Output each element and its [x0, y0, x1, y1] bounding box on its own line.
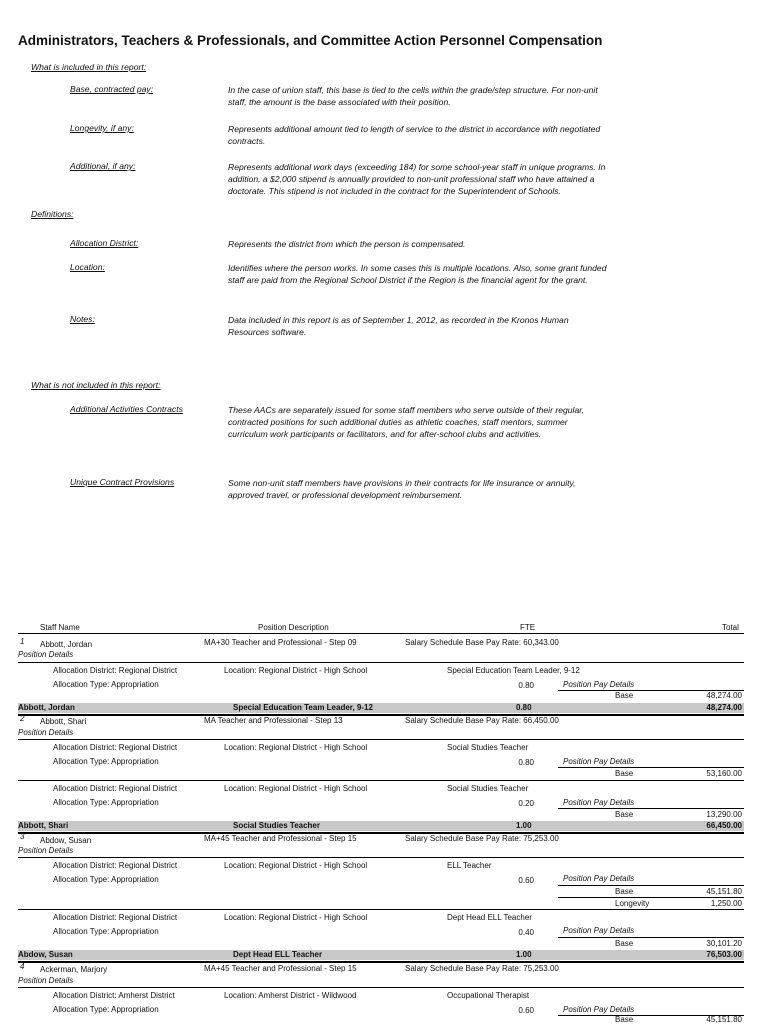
pay-amount: 13,290.00 [706, 810, 742, 819]
pay-label: Base [615, 769, 634, 778]
staff-number: 2 [20, 714, 25, 723]
position-pay-details-label: Position Pay Details [563, 798, 635, 807]
pay-amount: 48,274.00 [706, 691, 742, 700]
position-pay-details-label: Position Pay Details [563, 757, 635, 766]
included-heading: What is included in this report: [31, 62, 147, 72]
position-description: MA+30 Teacher and Professional - Step 09 [204, 638, 357, 647]
allocation-role: Social Studies Teacher [447, 743, 529, 752]
row-rule [18, 857, 744, 858]
position-description: MA+45 Teacher and Professional - Step 15 [204, 834, 357, 843]
term-additional: Additional, if any: [70, 161, 136, 171]
staff-name: Abbott, Jordan [40, 640, 93, 649]
desc-location: Identifies where the person works. In some cases this is multiple locations. Also, some grant funded staff are paid from the Regional School District if the Region is the financial agent for the grant. [228, 263, 607, 285]
position-description: MA+45 Teacher and Professional - Step 15 [204, 964, 357, 973]
row-rule [18, 739, 744, 740]
allocation-fte: 0.20 [518, 799, 534, 808]
summary-role: Social Studies Teacher [233, 821, 320, 830]
allocation-fte: 0.60 [518, 876, 534, 885]
staff-number: 3 [20, 832, 25, 841]
position-pay-details-label: Position Pay Details [563, 1005, 635, 1014]
salary-rate: Salary Schedule Base Pay Rate: 75,253.00 [405, 834, 559, 843]
header-position-description: Position Description [258, 623, 329, 632]
staff-summary-row [18, 821, 744, 831]
staff-name: Abdow, Susan [40, 836, 92, 845]
header-rule [18, 633, 744, 634]
summary-total: 66,450.00 [706, 821, 742, 830]
staff-number: 4 [20, 962, 25, 971]
not-included-heading: What is not included in this report: [31, 380, 161, 390]
allocation-role: Social Studies Teacher [447, 784, 529, 793]
desc-unique-contract: Some non-unit staff members have provisions in their contracts for life insurance or annuity, approved travel, or professional development reimbursement. [228, 478, 576, 500]
allocation-district: Allocation District: Regional District [53, 743, 178, 752]
row-rule [18, 662, 744, 663]
record-rule [18, 714, 744, 716]
pay-label: Longevity [615, 899, 650, 908]
pay-label: Base [615, 810, 634, 819]
term-allocation-district: Allocation District: [70, 238, 139, 248]
header-fte: FTE [520, 623, 536, 632]
salary-rate: Salary Schedule Base Pay Rate: 75,253.00 [405, 964, 559, 973]
allocation-location: Location: Regional District - High School [224, 784, 368, 793]
summary-name: Abbott, Shari [18, 821, 69, 830]
pay-rule [558, 897, 744, 898]
term-unique-contract: Unique Contract Provisions [70, 477, 175, 487]
allocation-district: Allocation District: Regional District [53, 784, 178, 793]
summary-role: Special Education Team Leader, 9-12 [233, 703, 373, 712]
term-base-pay: Base, contracted pay: [70, 84, 154, 94]
allocation-role: ELL Teacher [447, 861, 492, 870]
allocation-type: Allocation Type: Appropriation [53, 680, 159, 689]
position-details-label: Position Details [18, 650, 74, 659]
term-aac: Additional Activities Contracts [70, 404, 183, 414]
allocation-role: Dept Head ELL Teacher [447, 913, 532, 922]
allocation-type: Allocation Type: Appropriation [53, 927, 159, 936]
position-pay-details-label: Position Pay Details [563, 680, 635, 689]
desc-longevity: Represents additional amount tied to length of service to the district in accordance with negotiated contracts. [228, 124, 601, 146]
staff-summary-row [18, 703, 744, 713]
staff-summary-row [18, 950, 744, 960]
allocation-role: Occupational Therapist [447, 991, 530, 1000]
allocation-district: Allocation District: Amherst District [53, 991, 175, 1000]
staff-number: 1 [20, 637, 25, 646]
summary-total: 76,503.00 [706, 950, 742, 959]
salary-rate: Salary Schedule Base Pay Rate: 66,450.00 [405, 716, 559, 725]
pay-rule [558, 808, 744, 809]
staff-name: Ackerman, Marjory [40, 965, 108, 974]
allocation-district: Allocation District: Regional District [53, 861, 178, 870]
allocation-location: Location: Regional District - High School [224, 861, 368, 870]
summary-fte: 0.80 [516, 703, 532, 712]
desc-aac: These AACs are separately issued for some staff members who serve outside of their regular, contracted positions for such additional duties as athletic coaches, staff mentors, summer curriculum work participants or facilitators, and for after-school clubs and activities. [228, 405, 585, 439]
allocation-location: Location: Amherst District - Wildwood [224, 991, 357, 1000]
allocation-fte: 0.60 [518, 1006, 534, 1015]
allocation-fte: 0.80 [518, 681, 534, 690]
pay-amount: 45,151.80 [706, 887, 742, 896]
pay-label: Base [615, 939, 634, 948]
pay-label: Base [615, 1015, 634, 1024]
pay-amount: 53,160.00 [706, 769, 742, 778]
desc-base-pay: In the case of union staff, this base is tied to the cells within the grade/step structure. For non-unit staff, the amount is the base associated with their position. [228, 85, 598, 107]
definitions-heading: Definitions: [31, 209, 74, 219]
allocation-role: Special Education Team Leader, 9-12 [447, 666, 580, 675]
position-details-label: Position Details [18, 846, 74, 855]
staff-name: Abbott, Shari [40, 717, 87, 726]
desc-allocation-district: Represents the district from which the person is compensated. [228, 239, 466, 249]
allocation-location: Location: Regional District - High School [224, 666, 368, 675]
pay-amount: 1,250.00 [710, 899, 742, 908]
report-title: Administrators, Teachers & Professionals, and Committee Action Personnel Compensation [18, 33, 603, 48]
pay-label: Base [615, 691, 634, 700]
position-details-label: Position Details [18, 728, 74, 737]
salary-rate: Salary Schedule Base Pay Rate: 60,343.00 [405, 638, 559, 647]
record-rule [18, 961, 744, 963]
row-rule [18, 780, 744, 781]
row-rule [18, 987, 744, 988]
record-rule [18, 832, 744, 834]
summary-name: Abdow, Susan [18, 950, 73, 959]
allocation-type: Allocation Type: Appropriation [53, 798, 159, 807]
summary-fte: 1.00 [516, 950, 532, 959]
pay-amount: 45,151.80 [706, 1015, 742, 1024]
term-location: Location: [70, 262, 105, 272]
allocation-location: Location: Regional District - High School [224, 913, 368, 922]
pay-rule [558, 937, 744, 938]
allocation-fte: 0.80 [518, 758, 534, 767]
allocation-district: Allocation District: Regional District [53, 913, 178, 922]
allocation-type: Allocation Type: Appropriation [53, 875, 159, 884]
allocation-district: Allocation District: Regional District [53, 666, 178, 675]
row-rule [18, 909, 744, 910]
term-notes: Notes: [70, 314, 95, 324]
header-staff-name: Staff Name [40, 623, 80, 632]
pay-label: Base [615, 887, 634, 896]
pay-rule [558, 885, 744, 886]
allocation-location: Location: Regional District - High School [224, 743, 368, 752]
position-pay-details-label: Position Pay Details [563, 874, 635, 883]
desc-notes: Data included in this report is as of September 1, 2012, as recorded in the Kronos Human Resources software. [228, 315, 569, 337]
allocation-type: Allocation Type: Appropriation [53, 757, 159, 766]
term-longevity: Longevity, if any: [70, 123, 134, 133]
allocation-type: Allocation Type: Appropriation [53, 1005, 159, 1014]
position-pay-details-label: Position Pay Details [563, 926, 635, 935]
desc-additional: Represents additional work days (exceeding 184) for some school-year staff in unique programs. In addition, a $2,000 stipend is annually provided to non-unit professional staff who have attained a doctorate. This stipend is not included in the contract for the Superintendent of Schools. [228, 162, 606, 196]
position-description: MA Teacher and Professional - Step 13 [204, 716, 343, 725]
header-total: Total [722, 623, 739, 632]
summary-total: 48,274.00 [706, 703, 742, 712]
position-details-label: Position Details [18, 976, 74, 985]
pay-amount: 30,101.20 [706, 939, 742, 948]
pay-rule [558, 767, 744, 768]
summary-role: Dept Head ELL Teacher [233, 950, 323, 959]
summary-fte: 1.00 [516, 821, 532, 830]
allocation-fte: 0.40 [518, 928, 534, 937]
summary-name: Abbott, Jordan [18, 703, 75, 712]
